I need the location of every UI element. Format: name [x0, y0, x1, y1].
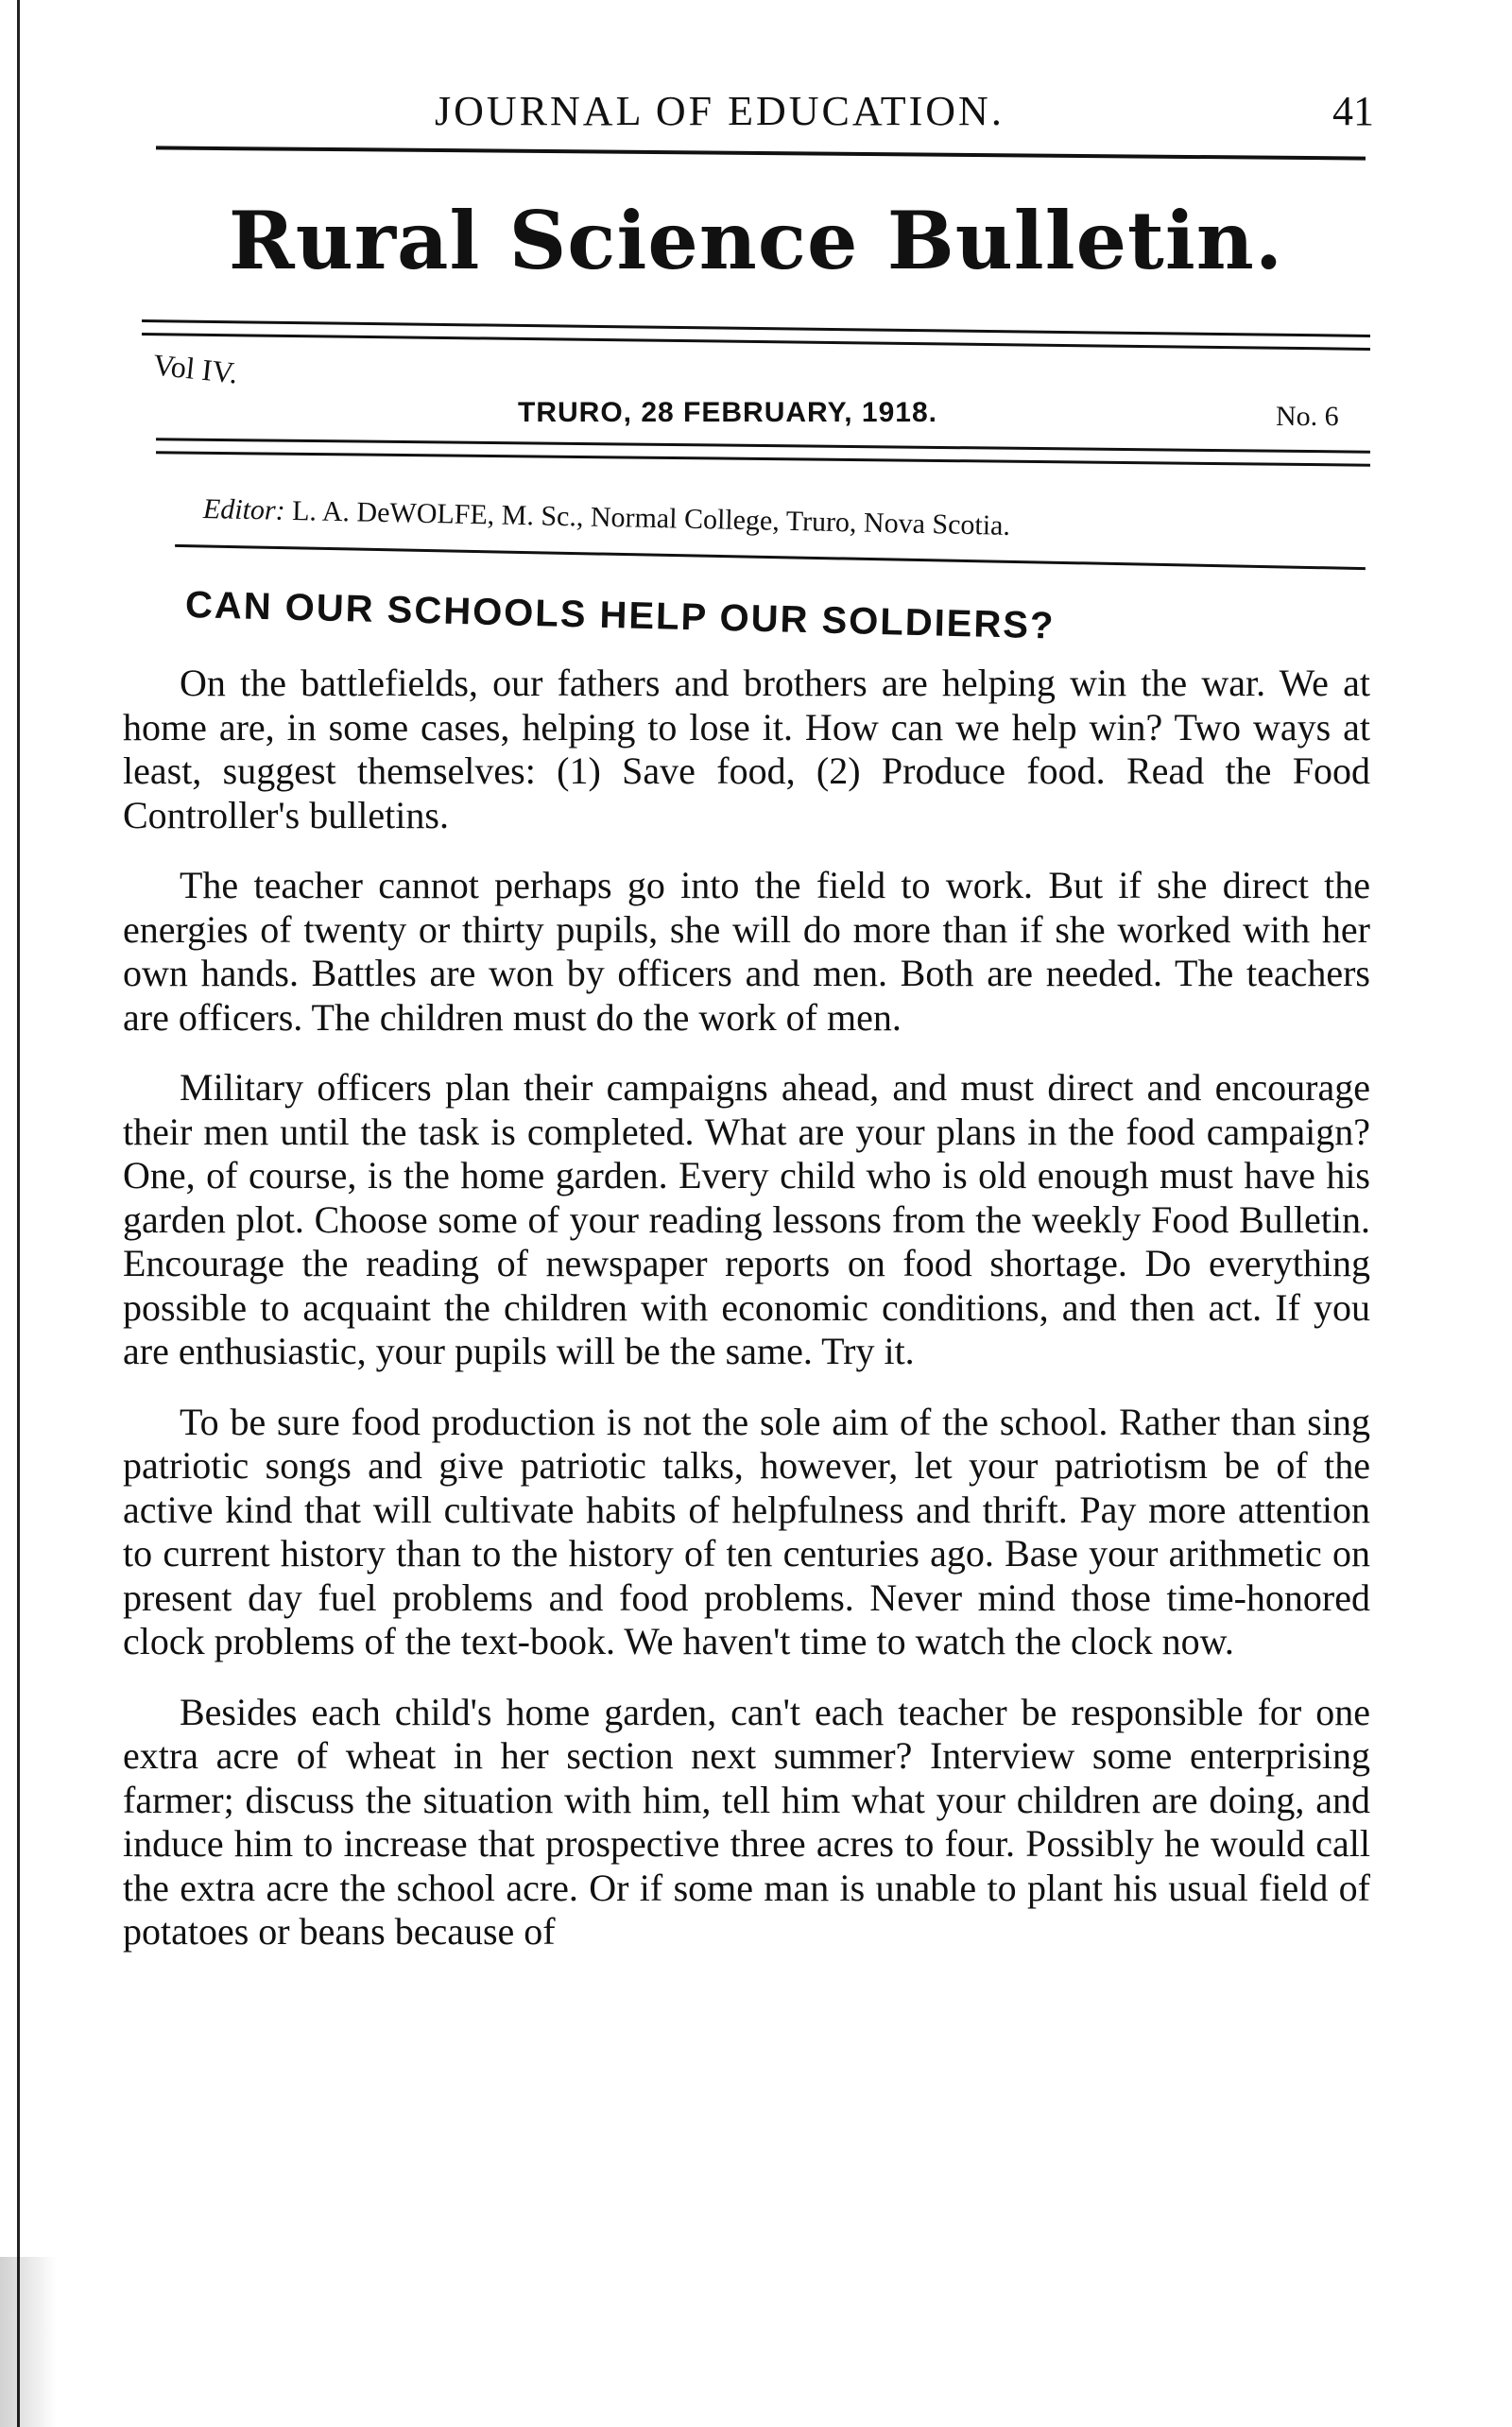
- article-headline: CAN OUR SCHOOLS HELP OUR SOLDIERS?: [184, 584, 1056, 647]
- volume-label: Vol IV.: [151, 347, 240, 390]
- article-paragraph: The teacher cannot perhaps go into the field to work. But if she direct the energies of twenty or thirty pupils, she will do more than if she worked with her own hands. Battles are won by officers and men. Both are needed. The teachers are officers. The children must do the work of men.: [123, 864, 1370, 1039]
- article-paragraph: Military officers plan their campaigns ahead, and must direct and encourage their men until the task is completed. What are your plans in the food campaign? One, of course, is the home garden. Every child who is old enough must have his garden plot. Choose some of your reading lessons from the weekly Food Bulletin. Encourage the reading of newspaper reports on food shortage. Do everything possible to acquaint the children with economic conditions, and then act. If you are enthusiastic, your pupils will be the same. Try it.: [123, 1066, 1370, 1372]
- article-paragraph: Besides each child's home garden, can't each teacher be responsible for one extra acre of wheat in her section next summer? Interview some enterprising farmer; discuss the situation with him, tell him what your children are doing, and induce him to increase that prospective three acres to four. Possibly he would call the extra acre the school acre. Or if some man is unable to plant his usual field of potatoes or beans because of: [123, 1690, 1370, 1953]
- scan-corner-shadow: [0, 2257, 57, 2427]
- top-rule: [156, 146, 1366, 160]
- journal-title: JOURNAL OF EDUCATION.: [435, 88, 1005, 134]
- article-paragraph: To be sure food production is not the sole aim of the school. Rather than sing patriotic songs and give patriotic talks, however, let your patriotism be of the active kind that will cultivate habits of helpfulness and thrift. Pay more attention to current history than to the history of ten centuries ago. Base your arithmetic on present day fuel problems and food problems. Never mind those time-honored clock problems of the text-book. We haven't time to watch the clock now.: [123, 1400, 1370, 1662]
- dateline-rule-lower: [156, 451, 1370, 466]
- article-body: [123, 662, 1370, 1954]
- running-head: [0, 87, 1512, 144]
- editor-line: [203, 493, 1011, 542]
- masthead-rule-lower: [142, 333, 1370, 351]
- issue-number: No. 6: [1276, 401, 1339, 432]
- masthead-title: Rural Science Bulletin.: [228, 194, 1284, 287]
- page-number: 41: [1332, 88, 1374, 134]
- editor-rule: [175, 544, 1366, 570]
- editor-text: L. A. DeWOLFE, M. Sc., Normal College, Truro, Nova Scotia.: [291, 494, 1011, 542]
- article-paragraph: On the battlefields, our fathers and brothers are helping win the war. We at home are, in some cases, helping to lose it. How can we help win? Two ways at least, suggest themselves: (1) Save food, (2) Produce food. Read the Food Controller's bulletins.: [123, 662, 1370, 836]
- dateline-rule-upper: [156, 438, 1370, 453]
- dateline: TRURO, 28 FEBRUARY, 1918.: [518, 397, 938, 428]
- scan-page-edge: [17, 0, 20, 2427]
- editor-label: Editor:: [202, 493, 286, 526]
